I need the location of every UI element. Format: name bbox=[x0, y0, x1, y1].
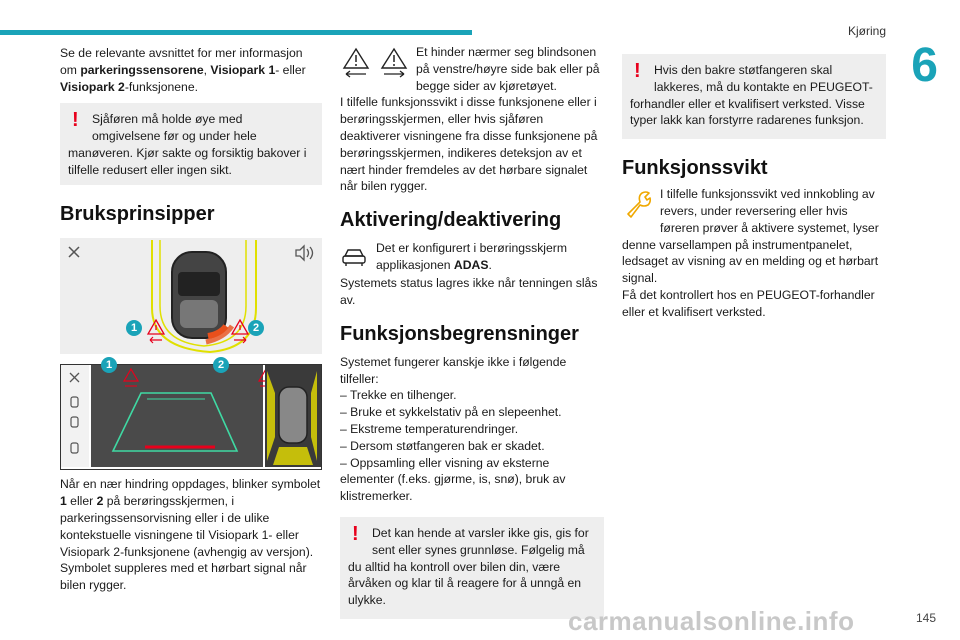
warning-exclamation-icon: ! bbox=[634, 60, 641, 82]
warning-note-2 bbox=[340, 517, 604, 619]
limits-item: – Trekke en tilhenger. bbox=[340, 388, 457, 403]
close-icon bbox=[69, 247, 79, 257]
intro-paragraph: Se de relevante avsnittet for mer informasjon om parkeringssensorene, Visiopark 1- eller Visiopark 2-funksjonene. bbox=[60, 46, 306, 94]
limits-item: – Ekstreme temperaturendringer. bbox=[340, 421, 519, 436]
limits-intro: Systemet fungerer kanskje ikke i følgende tilfeller: bbox=[340, 354, 567, 386]
warning-text: Hvis den bakre støtfangeren skal lakkeres, må du kontakte en PEUGEOT-forhandler eller et kvalifisert verksted. Visse typer lakk kan forstyrre radarenes funksjon. bbox=[630, 63, 873, 128]
blind-spot-right-icon bbox=[232, 320, 248, 343]
diagram-top-view bbox=[60, 238, 322, 354]
limits-item: – Oppsamling eller visning av eksterne elementer (f.eks. gjørme, is, snø), bruk av klistremerker. bbox=[340, 455, 566, 504]
column-2 bbox=[340, 44, 604, 619]
car-adas-icon bbox=[340, 242, 368, 275]
warning-text: Det kan hende at varsler ikke gis, gis for sent eller synes grunnløse. Følgelig må du alltid ha kontroll over bilen din, være årvåken og klar til å reagere for å unngå en ulykke. bbox=[348, 525, 589, 608]
section-heading-limits: Funksjonsbegrensninger bbox=[340, 322, 579, 345]
status-storage-text: Systemets status lagres ikke når tenningen slås av. bbox=[340, 276, 598, 307]
page-header-title: Kjøring bbox=[847, 24, 886, 38]
limits-item: – Dersom støtfangeren bak er skadet. bbox=[340, 438, 545, 453]
warning-note-1 bbox=[60, 103, 322, 185]
page-number: 145 bbox=[915, 611, 936, 625]
warning-text: Sjåføren må holde øye med omgivelsene før og under hele manøveren. Kjør sakte og forsiktig bakover i tilfelle redusert eller ingen sikt. bbox=[68, 112, 307, 177]
symbol-badge-2: 2 bbox=[213, 357, 229, 373]
wrench-fault-icon bbox=[622, 188, 654, 225]
warning-note-3 bbox=[622, 54, 886, 139]
fault-block bbox=[622, 186, 886, 287]
symbol-badge-1: 1 bbox=[101, 357, 117, 373]
limits-item: – Bruke et sykkelstativ på en slepeenhet. bbox=[340, 405, 562, 420]
section-heading-activation: Aktivering/deaktivering bbox=[340, 209, 562, 232]
diagram-camera-view bbox=[60, 359, 322, 470]
fault-contact-text: Få det kontrollert hos en PEUGEOT-forhandler eller et kvalifisert verksted. bbox=[622, 287, 875, 319]
watermark: carmanualsonline.info bbox=[568, 606, 855, 636]
blind-spot-text: Et hinder nærmer seg blindsonen på venstre/høyre side bak eller på begge sider av kjøretøyet. bbox=[416, 45, 600, 93]
chapter-number: 6 bbox=[911, 39, 938, 92]
parking-top-view-illustration bbox=[60, 238, 322, 354]
header-accent-bar bbox=[0, 30, 472, 35]
sound-icon bbox=[296, 246, 313, 260]
activation-block bbox=[340, 240, 604, 275]
activation-text: Det er konfigurert i berøringsskjerm applikasjonen ADAS. bbox=[376, 241, 567, 272]
blind-spot-right-icon bbox=[378, 46, 410, 83]
blind-spot-block bbox=[340, 44, 604, 94]
malfunction-text: I tilfelle funksjonssvikt i disse funksjonene eller i berøringsskjermen, eller hvis sjåføren deaktiverer visningene fra disse funksjonene på berøringsskjermen, indikeres deteksjon av et nært hinder fremdeles av det hørbare signalet når bilen rygger. bbox=[340, 95, 598, 194]
section-heading-fault: Funksjonssvikt bbox=[622, 157, 768, 180]
column-3 bbox=[622, 44, 886, 321]
camera-view-illustration bbox=[61, 365, 321, 467]
usage-description: Når en nær hindring oppdages, blinker symbolet 1 eller 2 på berøringsskjermen, i parkeringssensorvisning eller i de ulike kontekstuelle visningene til Visiopark 1- eller Visiopark 2-funksjonene (avhengig av versjon). Symbolet suppleres med et hørbart signal når bilen rygger. bbox=[60, 477, 321, 593]
warning-exclamation-icon: ! bbox=[352, 522, 359, 545]
symbol-badge-2: 2 bbox=[248, 320, 264, 336]
column-1 bbox=[60, 44, 322, 594]
blind-spot-left-icon bbox=[148, 320, 164, 343]
fault-text: I tilfelle funksjonssvikt ved innkobling av revers, under reversering eller hvis føreren prøver å aktivere systemet, lyser denne varsellampen på instrumentpanelet, ledsaget av visning av en melding og et hørbart signal. bbox=[622, 187, 879, 286]
section-heading-usage: Bruksprinsipper bbox=[60, 203, 215, 226]
blind-spot-left-icon bbox=[340, 46, 372, 83]
symbol-badge-1: 1 bbox=[126, 320, 142, 336]
warning-exclamation-icon: ! bbox=[72, 109, 79, 132]
